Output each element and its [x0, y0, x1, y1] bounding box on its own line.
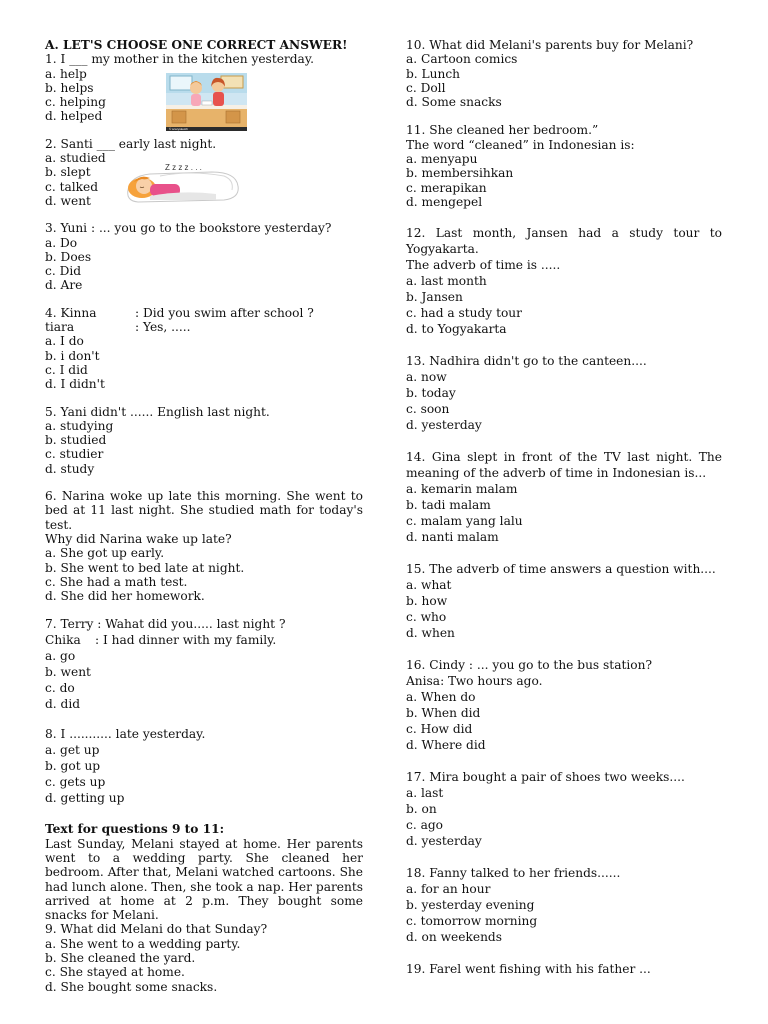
option: a. go	[45, 649, 76, 664]
option: d. went	[45, 193, 91, 208]
option: c. Doll	[406, 80, 446, 95]
svg-text:© scarysketch: © scarysketch	[169, 127, 188, 131]
option: d. She bought some snacks.	[45, 979, 218, 994]
question-stem: 13. Nadhira didn't go to the canteen....	[406, 354, 647, 369]
option: b. studied	[45, 433, 107, 448]
utterance: : Did you swim after school ?	[135, 305, 314, 320]
dialog-line	[45, 632, 363, 648]
option: c. who	[406, 610, 447, 625]
question-stem: 1. I ___ my mother in the kitchen yesterday.	[45, 52, 314, 67]
option: b. She went to bed late at night.	[45, 560, 245, 575]
option: b. today	[406, 386, 456, 401]
option: a. Cartoon comics	[406, 52, 518, 67]
option: c. merapikan	[406, 180, 487, 195]
question-16	[406, 657, 722, 753]
option: b. Lunch	[406, 66, 461, 81]
option: a. get up	[45, 743, 100, 758]
option: b. on	[406, 802, 437, 817]
option: c. How did	[406, 722, 473, 737]
question-prompt: The adverb of time is .....	[406, 258, 561, 273]
question-12	[406, 225, 722, 337]
question-stem: 19. Farel went fishing with his father ...	[406, 962, 651, 977]
option: d. yesterday	[406, 834, 482, 849]
speaker: Chika	[45, 633, 81, 648]
option: a. what	[406, 578, 452, 593]
option: d. study	[45, 461, 95, 476]
dialog-line	[45, 320, 363, 334]
option: d. Some snacks	[406, 95, 502, 110]
question-stem: 6. Narina woke up late this morning. She went to bed at 11 last night. She studied math for today's test.	[45, 489, 363, 532]
option: c. do	[45, 681, 75, 696]
question-15	[406, 561, 722, 641]
question-10	[406, 38, 722, 109]
option: d. nanti malam	[406, 530, 499, 545]
question-8	[45, 726, 363, 806]
option: c. talked	[45, 179, 99, 194]
option: d. Where did	[406, 738, 486, 753]
option: a. I do	[45, 334, 84, 349]
option: d. I didn't	[45, 377, 105, 392]
question-3	[45, 221, 363, 292]
utterance: : Yes, .....	[135, 320, 191, 335]
question-stem: 17. Mira bought a pair of shoes two weeks....	[406, 770, 685, 785]
question-stem: 2. Santi ___ early last night.	[45, 136, 217, 151]
option: a. When do	[406, 690, 476, 705]
option: b. got up	[45, 759, 101, 774]
option: c. ago	[406, 818, 443, 833]
question-stem: 16. Cindy : ... you go to the bus station?	[406, 658, 652, 673]
option: c. helping	[45, 95, 106, 110]
question-stem: 11. She cleaned her bedroom.”	[406, 123, 599, 138]
svg-text:Z z z z . . .: Z z z z . . .	[165, 163, 202, 172]
option: a. studying	[45, 418, 114, 433]
option: c. I did	[45, 362, 88, 377]
option: c. She had a math test.	[45, 574, 188, 589]
question-6	[45, 489, 363, 603]
question-19	[406, 961, 722, 977]
option: b. When did	[406, 706, 481, 721]
option: d. mengepel	[406, 194, 483, 209]
right-column	[406, 38, 722, 977]
option: c. studier	[45, 447, 104, 462]
option: b. helps	[45, 80, 94, 95]
option: a. Do	[45, 235, 78, 250]
option: a. kemarin malam	[406, 482, 518, 497]
option: b. Does	[45, 249, 92, 264]
option: c. She stayed at home.	[45, 965, 185, 980]
question-prompt: The word “cleaned” in Indonesian is:	[406, 137, 635, 152]
option: a. studied	[45, 151, 106, 166]
option: b. i don't	[45, 348, 100, 363]
passage-heading: Text for questions 9 to 11:	[45, 822, 225, 837]
question-7	[45, 616, 363, 712]
option: d. on weekends	[406, 930, 502, 945]
question-13	[406, 353, 722, 433]
question-stem: 9. What did Melani do that Sunday?	[45, 922, 268, 937]
question-17	[406, 769, 722, 849]
option: d. Are	[45, 278, 83, 293]
option: a. for an hour	[406, 882, 491, 897]
question-stem: 12. Last month, Jansen had a study tour to Yogyakarta.	[406, 226, 722, 257]
speaker: tiara	[45, 320, 75, 335]
option: a. last month	[406, 274, 487, 289]
section-heading: A. LET'S CHOOSE ONE CORRECT ANSWER!	[45, 38, 348, 52]
question-stem: 3. Yuni : ... you go to the bookstore yesterday?	[45, 221, 332, 236]
speaker: 4. Kinna	[45, 305, 97, 320]
option: c. had a study tour	[406, 306, 522, 321]
option: b. membersihkan	[406, 166, 514, 181]
option: d. She did her homework.	[45, 589, 205, 604]
question-stem: 18. Fanny talked to her friends......	[406, 866, 621, 881]
question-stem: 8. I ........... late yesterday.	[45, 727, 206, 742]
utterance: : I had dinner with my family.	[95, 633, 277, 648]
question-4	[45, 306, 363, 392]
question-stem: 14. Gina slept in front of the TV last night. The meaning of the adverb of time in Indonesian is...	[406, 450, 722, 481]
sleeping-icon	[120, 160, 242, 205]
question-14	[406, 449, 722, 545]
question-stem: 15. The adverb of time answers a question with....	[406, 562, 716, 577]
option: b. went	[45, 665, 91, 680]
question-5	[45, 405, 363, 476]
option: b. how	[406, 594, 448, 609]
kitchen-icon	[166, 73, 247, 131]
option: a. last	[406, 786, 444, 801]
option: c. soon	[406, 402, 450, 417]
sleeping-girl-illustration	[120, 160, 242, 205]
option: b. Jansen	[406, 290, 463, 305]
option: b. slept	[45, 165, 91, 180]
option: d. did	[45, 697, 81, 712]
option: a. menyapu	[406, 152, 478, 167]
option: c. Did	[45, 264, 82, 279]
question-18	[406, 865, 722, 945]
option: a. She got up early.	[45, 546, 165, 561]
option: a. help	[45, 66, 87, 81]
reading-passage	[45, 822, 363, 922]
option: c. malam yang lalu	[406, 514, 523, 529]
dialog-line	[45, 306, 363, 320]
option: b. tadi malam	[406, 498, 491, 513]
option: d. getting up	[45, 791, 125, 806]
option: d. yesterday	[406, 418, 482, 433]
question-prompt: Why did Narina wake up late?	[45, 531, 232, 546]
question-11	[406, 123, 722, 209]
option: a. She went to a wedding party.	[45, 936, 241, 951]
question-prompt: Anisa: Two hours ago.	[406, 674, 543, 689]
option: d. when	[406, 626, 455, 641]
option: c. tomorrow morning	[406, 914, 538, 929]
option: a. now	[406, 370, 447, 385]
kitchen-illustration	[166, 73, 247, 131]
dialog-line: 7. Terry : Wahat did you..... last night ?	[45, 617, 286, 632]
option: d. to Yogyakarta	[406, 322, 507, 337]
question-9	[45, 922, 363, 993]
option: b. She cleaned the yard.	[45, 951, 196, 966]
passage-body: Last Sunday, Melani stayed at home. Her parents went to a wedding party. She cleaned her bedroom. After that, Melani watched cartoons. She had lunch alone. Then, she took a nap. Her parents arrived at home at 2 p.m. They bought some snacks for Melani.	[45, 836, 363, 923]
question-stem: 5. Yani didn't ...... English last night.	[45, 404, 270, 419]
option: d. helped	[45, 109, 103, 124]
option: b. yesterday evening	[406, 898, 535, 913]
question-stem: 10. What did Melani's parents buy for Melani?	[406, 38, 694, 52]
option: c. gets up	[45, 775, 106, 790]
